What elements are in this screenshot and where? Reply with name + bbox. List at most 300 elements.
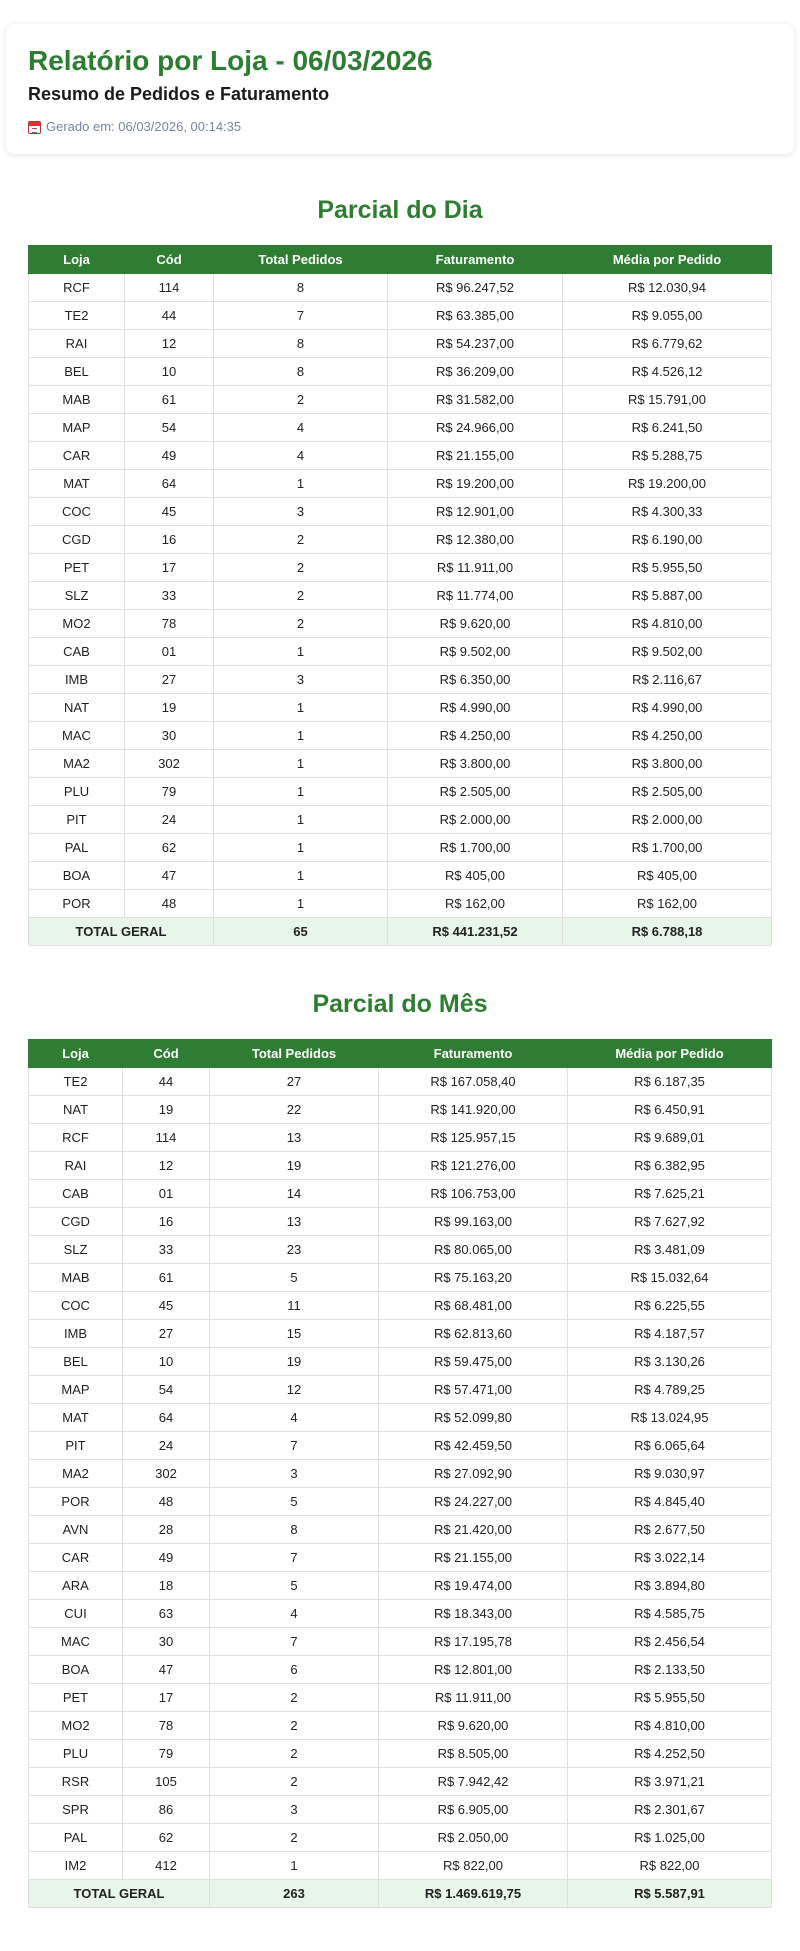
cell-total-pedidos: 3 — [210, 1796, 379, 1824]
cell-faturamento: R$ 2.505,00 — [388, 778, 563, 806]
cell-loja: RCF — [29, 1124, 123, 1152]
cell-loja: BEL — [29, 358, 125, 386]
cell-loja: MA2 — [29, 750, 125, 778]
cell-total-pedidos: 12 — [210, 1376, 379, 1404]
cell-faturamento: R$ 12.380,00 — [388, 526, 563, 554]
cell-total-pedidos: 2 — [214, 610, 388, 638]
table-row — [29, 1544, 772, 1572]
cell-cod: 49 — [125, 442, 214, 470]
cell-cod: 54 — [125, 414, 214, 442]
cell-media: R$ 5.955,50 — [568, 1684, 772, 1712]
cell-loja: ARA — [29, 1572, 123, 1600]
cell-media: R$ 2.116,67 — [563, 666, 772, 694]
cell-cod: 16 — [123, 1208, 210, 1236]
cell-total-pedidos: 2 — [210, 1684, 379, 1712]
cell-cod: 10 — [125, 358, 214, 386]
cell-loja: RSR — [29, 1768, 123, 1796]
cell-faturamento: R$ 75.163,20 — [379, 1264, 568, 1292]
cell-cod: 27 — [125, 666, 214, 694]
table-row — [29, 862, 772, 890]
cell-total-pedidos: 2 — [214, 554, 388, 582]
cell-faturamento: R$ 21.155,00 — [388, 442, 563, 470]
cell-cod: 49 — [123, 1544, 210, 1572]
cell-cod: 30 — [125, 722, 214, 750]
cell-media: R$ 2.301,67 — [568, 1796, 772, 1824]
cell-total-pedidos: 1 — [214, 470, 388, 498]
cell-total-pedidos: 27 — [210, 1068, 379, 1096]
table-row — [29, 386, 772, 414]
cell-cod: 30 — [123, 1628, 210, 1656]
cell-faturamento: R$ 11.911,00 — [388, 554, 563, 582]
cell-media: R$ 3.971,21 — [568, 1768, 772, 1796]
cell-total-pedidos: 6 — [210, 1656, 379, 1684]
cell-loja: TE2 — [29, 1068, 123, 1096]
cell-media: R$ 12.030,94 — [563, 274, 772, 302]
cell-total-pedidos: 7 — [214, 302, 388, 330]
cell-faturamento: R$ 21.155,00 — [379, 1544, 568, 1572]
cell-media: R$ 1.700,00 — [563, 834, 772, 862]
cell-cod: 27 — [123, 1320, 210, 1348]
cell-faturamento: R$ 405,00 — [388, 862, 563, 890]
table-day — [28, 245, 772, 946]
cell-total-pedidos: 1 — [214, 890, 388, 918]
cell-cod: 302 — [123, 1460, 210, 1488]
section-title-month: Parcial do Mês — [312, 990, 488, 1018]
cell-media: R$ 7.625,21 — [568, 1180, 772, 1208]
cell-cod: 79 — [123, 1740, 210, 1768]
cell-media: R$ 6.225,55 — [568, 1292, 772, 1320]
table-row — [29, 750, 772, 778]
cell-media: R$ 1.025,00 — [568, 1824, 772, 1852]
table-row — [29, 1236, 772, 1264]
cell-media: R$ 4.252,50 — [568, 1740, 772, 1768]
cell-media: R$ 5.887,00 — [563, 582, 772, 610]
cell-loja: MAC — [29, 1628, 123, 1656]
cell-cod: 78 — [125, 610, 214, 638]
total-label: TOTAL GERAL — [29, 918, 214, 946]
cell-media: R$ 6.190,00 — [563, 526, 772, 554]
table-header-row — [29, 246, 772, 274]
table-row — [29, 470, 772, 498]
cell-media: R$ 3.022,14 — [568, 1544, 772, 1572]
cell-loja: AVN — [29, 1516, 123, 1544]
cell-cod: 44 — [125, 302, 214, 330]
cell-loja: IMB — [29, 1320, 123, 1348]
cell-loja: NAT — [29, 694, 125, 722]
cell-total-pedidos: 3 — [210, 1460, 379, 1488]
cell-faturamento: R$ 3.800,00 — [388, 750, 563, 778]
generated-timestamp — [28, 118, 772, 136]
cell-faturamento: R$ 106.753,00 — [379, 1180, 568, 1208]
col-loja: Loja — [29, 1040, 123, 1068]
table-row — [29, 1740, 772, 1768]
cell-total-pedidos: 3 — [214, 666, 388, 694]
total-pedidos: 263 — [210, 1880, 379, 1908]
cell-total-pedidos: 1 — [214, 778, 388, 806]
cell-media: R$ 4.845,40 — [568, 1488, 772, 1516]
cell-faturamento: R$ 96.247,52 — [388, 274, 563, 302]
table-row — [29, 666, 772, 694]
cell-loja: CAR — [29, 1544, 123, 1572]
table-row — [29, 1656, 772, 1684]
cell-cod: 302 — [125, 750, 214, 778]
cell-media: R$ 9.689,01 — [568, 1124, 772, 1152]
cell-media: R$ 15.791,00 — [563, 386, 772, 414]
cell-loja: PLU — [29, 778, 125, 806]
cell-cod: 61 — [125, 386, 214, 414]
col-cod: Cód — [125, 246, 214, 274]
cell-media: R$ 6.450,91 — [568, 1096, 772, 1124]
cell-faturamento: R$ 9.620,00 — [379, 1712, 568, 1740]
cell-faturamento: R$ 59.475,00 — [379, 1348, 568, 1376]
cell-loja: MAC — [29, 722, 125, 750]
table-row — [29, 1264, 772, 1292]
cell-loja: TE2 — [29, 302, 125, 330]
cell-loja: BOA — [29, 862, 125, 890]
cell-faturamento: R$ 11.774,00 — [388, 582, 563, 610]
table-row — [29, 1600, 772, 1628]
cell-total-pedidos: 4 — [214, 442, 388, 470]
cell-cod: 17 — [125, 554, 214, 582]
cell-media: R$ 405,00 — [563, 862, 772, 890]
cell-loja: MAB — [29, 1264, 123, 1292]
cell-total-pedidos: 4 — [210, 1600, 379, 1628]
table-row — [29, 1628, 772, 1656]
table-row — [29, 722, 772, 750]
cell-faturamento: R$ 68.481,00 — [379, 1292, 568, 1320]
cell-cod: 105 — [123, 1768, 210, 1796]
cell-faturamento: R$ 80.065,00 — [379, 1236, 568, 1264]
cell-cod: 86 — [123, 1796, 210, 1824]
generated-label: Gerado em: 06/03/2026, 00:14:35 — [46, 119, 242, 134]
cell-faturamento: R$ 11.911,00 — [379, 1684, 568, 1712]
table-row — [29, 498, 772, 526]
cell-loja: IMB — [29, 666, 125, 694]
cell-total-pedidos: 1 — [214, 834, 388, 862]
cell-cod: 33 — [125, 582, 214, 610]
total-faturamento: R$ 441.231,52 — [388, 918, 563, 946]
cell-media: R$ 6.382,95 — [568, 1152, 772, 1180]
table-row — [29, 1768, 772, 1796]
cell-cod: 114 — [125, 274, 214, 302]
cell-total-pedidos: 19 — [210, 1152, 379, 1180]
cell-cod: 10 — [123, 1348, 210, 1376]
table-month — [28, 1039, 772, 1908]
cell-total-pedidos: 1 — [214, 694, 388, 722]
cell-faturamento: R$ 125.957,15 — [379, 1124, 568, 1152]
cell-loja: POR — [29, 1488, 123, 1516]
cell-loja: PIT — [29, 806, 125, 834]
cell-loja: CAB — [29, 1180, 123, 1208]
cell-loja: MO2 — [29, 610, 125, 638]
table-row — [29, 1124, 772, 1152]
cell-loja: COC — [29, 498, 125, 526]
cell-cod: 45 — [125, 498, 214, 526]
cell-total-pedidos: 8 — [214, 330, 388, 358]
cell-loja: IM2 — [29, 1852, 123, 1880]
cell-loja: PIT — [29, 1432, 123, 1460]
table-row — [29, 1572, 772, 1600]
cell-total-pedidos: 22 — [210, 1096, 379, 1124]
cell-cod: 16 — [125, 526, 214, 554]
table-row — [29, 554, 772, 582]
cell-media: R$ 4.810,00 — [568, 1712, 772, 1740]
cell-media: R$ 4.300,33 — [563, 498, 772, 526]
cell-faturamento: R$ 822,00 — [379, 1852, 568, 1880]
table-row — [29, 890, 772, 918]
cell-loja: RAI — [29, 330, 125, 358]
cell-total-pedidos: 3 — [214, 498, 388, 526]
cell-media: R$ 4.250,00 — [563, 722, 772, 750]
table-row — [29, 1348, 772, 1376]
table-row — [29, 1460, 772, 1488]
col-media: Média por Pedido — [568, 1040, 772, 1068]
table-row — [29, 442, 772, 470]
cell-faturamento: R$ 21.420,00 — [379, 1516, 568, 1544]
cell-loja: MAT — [29, 470, 125, 498]
cell-loja: CAR — [29, 442, 125, 470]
table-row — [29, 1516, 772, 1544]
table-row — [29, 1096, 772, 1124]
cell-media: R$ 2.000,00 — [563, 806, 772, 834]
cell-loja: CGD — [29, 1208, 123, 1236]
cell-loja: SLZ — [29, 582, 125, 610]
table-row — [29, 1068, 772, 1096]
cell-faturamento: R$ 24.227,00 — [379, 1488, 568, 1516]
table-row — [29, 358, 772, 386]
cell-cod: 44 — [123, 1068, 210, 1096]
cell-media: R$ 3.130,26 — [568, 1348, 772, 1376]
cell-loja: SPR — [29, 1796, 123, 1824]
cell-total-pedidos: 8 — [210, 1516, 379, 1544]
cell-loja: SLZ — [29, 1236, 123, 1264]
cell-total-pedidos: 14 — [210, 1180, 379, 1208]
table-row — [29, 1488, 772, 1516]
cell-loja: MAT — [29, 1404, 123, 1432]
cell-faturamento: R$ 167.058,40 — [379, 1068, 568, 1096]
cell-cod: 33 — [123, 1236, 210, 1264]
table-row — [29, 414, 772, 442]
cell-loja: PET — [29, 554, 125, 582]
cell-media: R$ 6.241,50 — [563, 414, 772, 442]
cell-faturamento: R$ 12.901,00 — [388, 498, 563, 526]
cell-media: R$ 6.065,64 — [568, 1432, 772, 1460]
cell-faturamento: R$ 141.920,00 — [379, 1096, 568, 1124]
total-label: TOTAL GERAL — [29, 1880, 210, 1908]
cell-media: R$ 6.779,62 — [563, 330, 772, 358]
table-row — [29, 1208, 772, 1236]
cell-cod: 24 — [123, 1432, 210, 1460]
cell-total-pedidos: 15 — [210, 1320, 379, 1348]
cell-faturamento: R$ 62.813,60 — [379, 1320, 568, 1348]
cell-faturamento: R$ 1.700,00 — [388, 834, 563, 862]
cell-media: R$ 2.133,50 — [568, 1656, 772, 1684]
cell-faturamento: R$ 12.801,00 — [379, 1656, 568, 1684]
table-row — [29, 1152, 772, 1180]
table-row — [29, 582, 772, 610]
cell-loja: CUI — [29, 1600, 123, 1628]
cell-cod: 28 — [123, 1516, 210, 1544]
table-month-body — [29, 1068, 772, 1908]
cell-media: R$ 5.955,50 — [563, 554, 772, 582]
cell-faturamento: R$ 52.099,80 — [379, 1404, 568, 1432]
cell-media: R$ 9.030,97 — [568, 1460, 772, 1488]
cell-faturamento: R$ 7.942,42 — [379, 1768, 568, 1796]
cell-cod: 48 — [123, 1488, 210, 1516]
cell-total-pedidos: 2 — [210, 1768, 379, 1796]
cell-total-pedidos: 2 — [210, 1740, 379, 1768]
table-row — [29, 1852, 772, 1880]
cell-faturamento: R$ 4.990,00 — [388, 694, 563, 722]
cell-media: R$ 4.990,00 — [563, 694, 772, 722]
cell-faturamento: R$ 4.250,00 — [388, 722, 563, 750]
cell-faturamento: R$ 31.582,00 — [388, 386, 563, 414]
cell-loja: PLU — [29, 1740, 123, 1768]
cell-media: R$ 15.032,64 — [568, 1264, 772, 1292]
cell-media: R$ 3.800,00 — [563, 750, 772, 778]
cell-cod: 17 — [123, 1684, 210, 1712]
cell-media: R$ 13.024,95 — [568, 1404, 772, 1432]
cell-total-pedidos: 2 — [214, 526, 388, 554]
cell-media: R$ 822,00 — [568, 1852, 772, 1880]
table-row — [29, 694, 772, 722]
cell-faturamento: R$ 99.163,00 — [379, 1208, 568, 1236]
cell-loja: BEL — [29, 1348, 123, 1376]
cell-total-pedidos: 19 — [210, 1348, 379, 1376]
cell-total-pedidos: 7 — [210, 1544, 379, 1572]
cell-loja: RAI — [29, 1152, 123, 1180]
cell-faturamento: R$ 27.092,90 — [379, 1460, 568, 1488]
cell-total-pedidos: 1 — [214, 862, 388, 890]
cell-faturamento: R$ 6.905,00 — [379, 1796, 568, 1824]
cell-faturamento: R$ 19.474,00 — [379, 1572, 568, 1600]
cell-faturamento: R$ 17.195,78 — [379, 1628, 568, 1656]
cell-total-pedidos: 23 — [210, 1236, 379, 1264]
cell-total-pedidos: 1 — [214, 750, 388, 778]
col-faturamento: Faturamento — [388, 246, 563, 274]
cell-media: R$ 3.481,09 — [568, 1236, 772, 1264]
cell-media: R$ 2.505,00 — [563, 778, 772, 806]
cell-cod: 61 — [123, 1264, 210, 1292]
col-faturamento: Faturamento — [379, 1040, 568, 1068]
section-title-day: Parcial do Dia — [317, 196, 483, 224]
cell-faturamento: R$ 2.000,00 — [388, 806, 563, 834]
cell-loja: MAP — [29, 1376, 123, 1404]
total-media: R$ 6.788,18 — [563, 918, 772, 946]
cell-loja: MO2 — [29, 1712, 123, 1740]
cell-total-pedidos: 1 — [214, 806, 388, 834]
cell-media: R$ 19.200,00 — [563, 470, 772, 498]
cell-loja: CGD — [29, 526, 125, 554]
total-row — [29, 1880, 772, 1908]
table-row — [29, 1432, 772, 1460]
total-row — [29, 918, 772, 946]
table-row — [29, 302, 772, 330]
cell-media: R$ 4.810,00 — [563, 610, 772, 638]
col-cod: Cód — [123, 1040, 210, 1068]
cell-cod: 45 — [123, 1292, 210, 1320]
table-row — [29, 330, 772, 358]
cell-total-pedidos: 7 — [210, 1628, 379, 1656]
cell-cod: 48 — [125, 890, 214, 918]
report-header — [6, 24, 794, 154]
cell-total-pedidos: 2 — [214, 582, 388, 610]
cell-loja: CAB — [29, 638, 125, 666]
cell-cod: 63 — [123, 1600, 210, 1628]
cell-faturamento: R$ 121.276,00 — [379, 1152, 568, 1180]
col-total-pedidos: Total Pedidos — [210, 1040, 379, 1068]
cell-total-pedidos: 4 — [214, 414, 388, 442]
total-media: R$ 5.587,91 — [568, 1880, 772, 1908]
cell-cod: 19 — [125, 694, 214, 722]
table-row — [29, 778, 772, 806]
cell-total-pedidos: 7 — [210, 1432, 379, 1460]
cell-cod: 78 — [123, 1712, 210, 1740]
cell-faturamento: R$ 19.200,00 — [388, 470, 563, 498]
table-header-row — [29, 1040, 772, 1068]
page-title: Relatório por Loja - 06/03/2026 — [28, 45, 433, 76]
cell-cod: 64 — [125, 470, 214, 498]
cell-media: R$ 6.187,35 — [568, 1068, 772, 1096]
cell-media: R$ 162,00 — [563, 890, 772, 918]
cell-loja: MAP — [29, 414, 125, 442]
cell-total-pedidos: 4 — [210, 1404, 379, 1432]
cell-cod: 12 — [123, 1152, 210, 1180]
table-row — [29, 1376, 772, 1404]
cell-media: R$ 4.789,25 — [568, 1376, 772, 1404]
table-row — [29, 834, 772, 862]
cell-cod: 47 — [125, 862, 214, 890]
table-row — [29, 1320, 772, 1348]
cell-total-pedidos: 1 — [214, 722, 388, 750]
cell-faturamento: R$ 162,00 — [388, 890, 563, 918]
cell-cod: 54 — [123, 1376, 210, 1404]
cell-total-pedidos: 13 — [210, 1208, 379, 1236]
cell-faturamento: R$ 57.471,00 — [379, 1376, 568, 1404]
cell-media: R$ 5.288,75 — [563, 442, 772, 470]
cell-cod: 01 — [123, 1180, 210, 1208]
cell-media: R$ 2.456,54 — [568, 1628, 772, 1656]
table-day-body — [29, 274, 772, 946]
cell-media: R$ 4.187,57 — [568, 1320, 772, 1348]
table-row — [29, 1712, 772, 1740]
cell-faturamento: R$ 24.966,00 — [388, 414, 563, 442]
cell-loja: PET — [29, 1684, 123, 1712]
cell-cod: 47 — [123, 1656, 210, 1684]
total-faturamento: R$ 1.469.619,75 — [379, 1880, 568, 1908]
cell-loja: NAT — [29, 1096, 123, 1124]
cell-cod: 18 — [123, 1572, 210, 1600]
table-row — [29, 1684, 772, 1712]
table-row — [29, 610, 772, 638]
col-media: Média por Pedido — [563, 246, 772, 274]
table-row — [29, 1404, 772, 1432]
cell-loja: RCF — [29, 274, 125, 302]
calendar-icon — [28, 121, 41, 134]
cell-media: R$ 4.585,75 — [568, 1600, 772, 1628]
cell-total-pedidos: 13 — [210, 1124, 379, 1152]
cell-faturamento: R$ 63.385,00 — [388, 302, 563, 330]
cell-total-pedidos: 11 — [210, 1292, 379, 1320]
cell-faturamento: R$ 54.237,00 — [388, 330, 563, 358]
cell-media: R$ 4.526,12 — [563, 358, 772, 386]
cell-faturamento: R$ 9.620,00 — [388, 610, 563, 638]
cell-cod: 24 — [125, 806, 214, 834]
cell-total-pedidos: 2 — [214, 386, 388, 414]
cell-cod: 64 — [123, 1404, 210, 1432]
table-row — [29, 274, 772, 302]
cell-faturamento: R$ 8.505,00 — [379, 1740, 568, 1768]
